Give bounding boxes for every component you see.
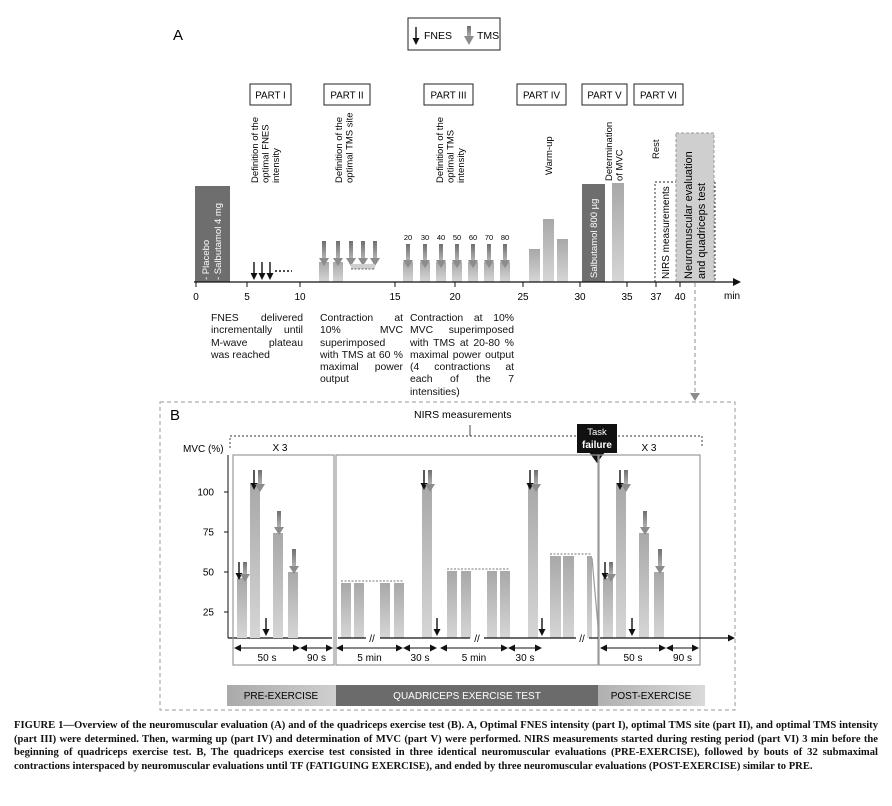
fnes-arrow-icon <box>236 562 243 580</box>
axis-tick-20: 20 <box>449 292 461 303</box>
salbutamol-4mg-label: - Salbutamol 4 mg <box>213 202 224 280</box>
tms-arrow-icon <box>370 241 380 266</box>
break-mark: // <box>474 634 480 645</box>
nirs-label-a: NIRS measurements <box>661 186 672 279</box>
fnes-arrow-icon <box>434 618 441 636</box>
step-label-4-line-1: Warm-up <box>544 136 555 175</box>
description-part-1: FNES delivered incrementally until M-wave plateau was reached <box>211 313 303 361</box>
axis-tick-37: 37 <box>650 292 662 303</box>
part-label-1: PART I <box>255 90 286 102</box>
phase-band <box>227 685 705 706</box>
part-box-4 <box>517 84 566 105</box>
tms-intensity-bars <box>403 233 510 282</box>
step-label-1-line-1: Definition of the <box>250 116 261 183</box>
tms-site-bars <box>319 241 380 282</box>
panel-a-label: A <box>173 27 184 44</box>
phase-exercise-label: QUADRICEPS EXERCISE TEST <box>393 691 541 702</box>
warm-up-bars <box>529 219 568 282</box>
part-label-6: PART VI <box>639 90 678 102</box>
evaluation-label-1: Neuromuscular evaluation <box>683 151 695 279</box>
fnes-arrow-icon <box>263 618 270 636</box>
step-label-3-line-3: intensity <box>456 148 467 183</box>
part-box-2 <box>324 84 370 105</box>
fnes-arrow-icon <box>259 262 266 280</box>
tms-intensity-label: 50 <box>452 233 462 242</box>
task-failure-label-2: failure <box>581 440 613 451</box>
tms-intensity-label: 20 <box>403 233 413 242</box>
tms-arrow-icon <box>358 241 368 266</box>
tms-arrow-icon <box>274 511 284 535</box>
legend-fnes-label: FNES <box>424 30 453 42</box>
pre-frame <box>233 455 334 665</box>
tms-arrow-icon <box>346 241 356 266</box>
fnes-arrow-icon <box>251 262 258 280</box>
tms-intensity-label: 70 <box>484 233 494 242</box>
axis-unit: min <box>724 291 741 302</box>
y-tick-25: 25 <box>202 607 214 619</box>
phase-post-label: POST-EXERCISE <box>610 691 692 702</box>
duration-label: 90 s <box>673 653 692 664</box>
duration-label: 5 min <box>461 653 487 664</box>
phase-pre-label: PRE-EXERCISE <box>243 691 319 702</box>
step-label-3-line-2: optimal TMS <box>445 129 457 183</box>
part-box-1 <box>250 84 291 105</box>
placebo-box <box>195 186 230 282</box>
evaluation-label-2: and quadriceps test <box>696 182 708 279</box>
legend-tms-label: TMS <box>477 30 500 42</box>
axis-tick-5: 5 <box>244 292 250 303</box>
tms-intensity-label: 30 <box>420 233 430 242</box>
step-label-2-line-1: Definition of the <box>334 116 345 183</box>
repeat-pre: X 3 <box>272 443 288 454</box>
break-mark: // <box>369 634 375 645</box>
step-label-6-line-1: Rest <box>651 139 662 159</box>
figure-caption: FIGURE 1—Overview of the neuromuscular evaluation (A) and of the quadriceps exercise test (B). A, Optimal FNES intensity (part I), optimal TMS site (part II), and optimal TMS intensity (part III) were determined. Then, warming up (part IV) and determination of MVC (part V) were performed. NIRS measurements started during resting period (part VI) 3 min before the beginning of quadriceps exercise test. B, The quadriceps exercise test consisted in three identical neuromuscular evaluations (PRE-EXERCISE), followed by bouts of 32 submaximal contractions interspaced by neuromuscular evaluations until TF (FATIGUING EXERCISE), and ended by three neuromuscular evaluations (POST-EXERCISE) similar to PRE. <box>14 720 878 772</box>
part-label-5: PART V <box>587 90 622 102</box>
placebo-label: - Placebo <box>201 239 212 280</box>
legend <box>408 18 500 50</box>
time-axis <box>193 278 741 303</box>
connector-arrow <box>690 283 700 401</box>
description-part-2: Contraction at 10% MVC superimposed with TMS at 60 % maximal power output <box>320 313 403 386</box>
task-failure-label-1: Task <box>587 427 607 438</box>
fnes-arrow-icon <box>629 618 636 636</box>
break-mark: // <box>579 634 585 645</box>
step-label-5-line-1: Determination <box>604 121 615 181</box>
axis-tick-40: 40 <box>674 292 686 303</box>
step-labels <box>250 112 662 183</box>
step-label-5-line-2: of MVC <box>614 149 626 181</box>
tms-arrow-icon <box>655 549 665 574</box>
tms-intensity-label: 40 <box>436 233 446 242</box>
axis-tick-35: 35 <box>621 292 633 303</box>
fnes-incremental-arrows <box>251 262 293 280</box>
axis-tick-25: 25 <box>517 292 529 303</box>
duration-arrows <box>235 648 698 664</box>
axis-tick-10: 10 <box>294 292 306 303</box>
y-tick-50: 50 <box>202 567 214 579</box>
duration-label: 50 s <box>257 653 277 664</box>
part-box-6 <box>634 84 683 105</box>
duration-label: 50 s <box>623 653 643 664</box>
duration-label: 5 min <box>357 653 382 664</box>
salbutamol-800-box <box>582 184 605 282</box>
task-failure-marker <box>577 424 617 463</box>
fnes-arrow-icon <box>267 262 274 280</box>
axis-tick-30: 30 <box>574 292 586 303</box>
duration-label: 30 s <box>515 653 535 664</box>
mvc-bar <box>612 183 624 282</box>
fnes-arrow-icon <box>539 618 546 636</box>
part-boxes <box>250 84 683 105</box>
part-box-3 <box>424 84 473 105</box>
step-label-1-line-2: optimal FNES <box>260 124 272 183</box>
axis-tick-0: 0 <box>193 292 199 303</box>
evaluation-box <box>676 133 714 282</box>
tms-intensity-label: 80 <box>500 233 510 242</box>
y-tick-75: 75 <box>202 527 214 539</box>
nirs-bracket-b <box>230 409 702 448</box>
post-frame <box>599 455 700 665</box>
tms-intensity-label: 60 <box>468 233 478 242</box>
nirs-label-b: NIRS measurements <box>414 409 512 421</box>
repeat-post: X 3 <box>641 443 657 454</box>
y-tick-100: 100 <box>197 487 214 499</box>
part-label-3: PART III <box>430 90 467 102</box>
duration-label: 30 s <box>410 653 430 664</box>
panel-b-label: B <box>170 407 181 424</box>
duration-label: 90 s <box>307 653 326 664</box>
salbutamol-800-label: Salbutamol 800 µg <box>589 198 600 278</box>
part-label-2: PART II <box>330 90 364 102</box>
mvc-axis-label: MVC (%) <box>183 444 224 455</box>
step-label-3-line-1: Definition of the <box>435 116 446 183</box>
tms-arrow-icon <box>640 511 650 535</box>
description-part-3: Contraction at 10% MVC superimposed with TMS at 20-80 % maximal power output (4 contractions at each of the 7 intensities) <box>410 313 514 398</box>
part-box-5 <box>582 84 627 105</box>
step-label-2-line-2: optimal TMS site <box>344 112 356 183</box>
part-label-4: PART IV <box>522 90 561 102</box>
exercise-bout-bars <box>341 470 599 638</box>
axis-tick-15: 15 <box>389 292 401 303</box>
tms-arrow-icon <box>289 549 299 574</box>
step-label-1-line-3: intensity <box>271 148 282 183</box>
fnes-arrow-icon <box>602 562 609 580</box>
